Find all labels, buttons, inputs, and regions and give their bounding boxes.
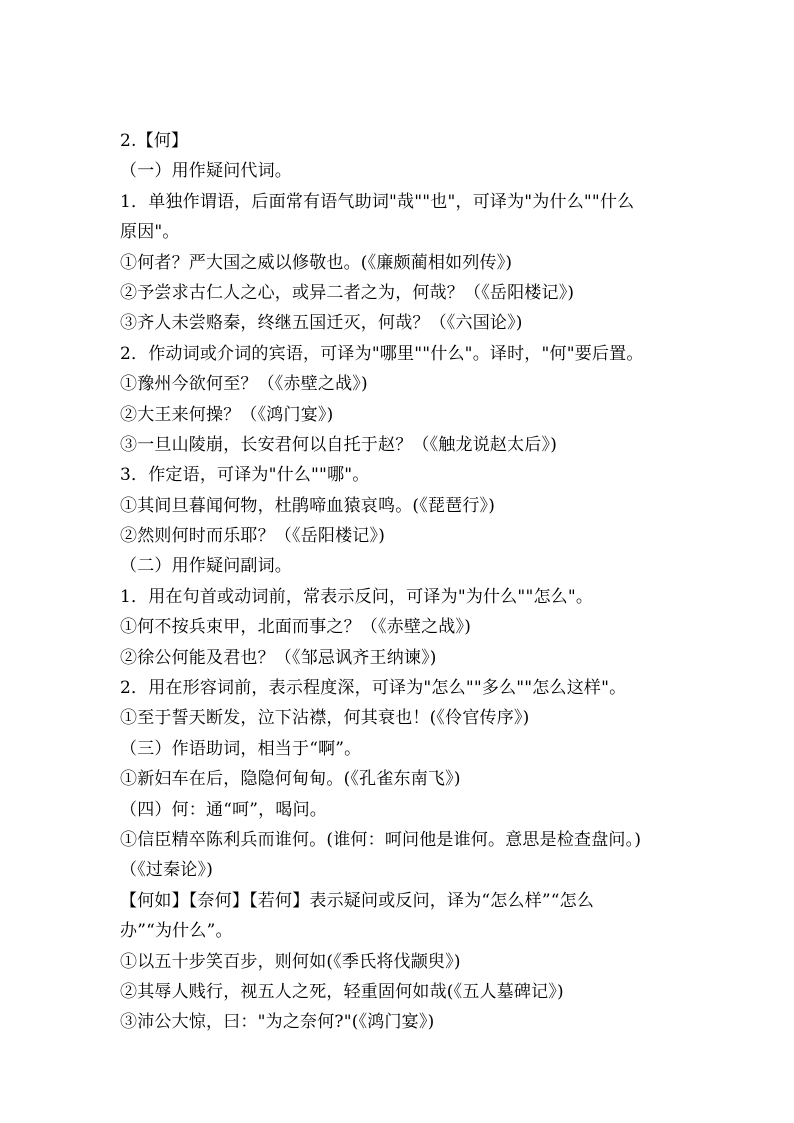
subheading-2: （二）用作疑问副词。 — [120, 556, 292, 577]
example-line: ③一旦山陵崩，长安君何以自托于赵？（《触龙说赵太后》) — [120, 434, 558, 455]
example-line: ①何者？严大国之威以修敬也。(《廉颇蔺相如列传》) — [120, 252, 513, 273]
example-line: ②予尝求古仁人之心，或异二者之为，何哉？（《岳阳楼记》) — [120, 282, 575, 303]
subheading-4: （四）何：通“呵”，喝问。 — [120, 799, 327, 820]
example-line: ②大王来何操？（《鸿门宴》) — [120, 404, 334, 425]
subheading-3: （三）作语助词，相当于“啊”。 — [120, 738, 362, 759]
example-line: ①以五十步笑百步，则何如(《季氏将伐颛臾》) — [120, 951, 461, 972]
document-body — [120, 126, 720, 1038]
subheading-1: （一）用作疑问代词。 — [120, 161, 292, 182]
example-line: ②其辱人贱行，视五人之死，轻重固何如哉(《五人墓碑记》) — [120, 981, 564, 1002]
text-line: 3．作定语，可译为"什么""哪"。 — [120, 465, 370, 486]
text-line: 2．用在形容词前，表示程度深，可译为"怎么""多么""怎么这样"。 — [120, 678, 627, 699]
text-line: 原因"。 — [120, 222, 180, 243]
example-source-line: （《过秦论》) — [120, 860, 214, 881]
text-line: 1．单独作谓语，后面常有语气助词"哉""也"，可译为"为什么""什么 — [120, 191, 635, 212]
text-line: 1．用在句首或动词前，常表示反问，可译为"为什么""怎么"。 — [120, 586, 594, 607]
example-line: ②徐公何能及君也？（《邹忌讽齐王纳谏》) — [120, 647, 437, 668]
example-line: ①豫州今欲何至？（《赤壁之战》) — [120, 374, 368, 395]
example-line: ①新妇车在后，隐隐何甸甸。(《孔雀东南飞》) — [120, 769, 461, 790]
example-line: ③沛公大惊，曰："为之奈何?"(《鸿门宴》) — [120, 1012, 435, 1033]
example-line: ①至于誓天断发，泣下沾襟，何其衰也！(《伶官传序》) — [120, 708, 530, 729]
example-line: ①何不按兵束甲，北面而事之？（《赤壁之战》) — [120, 617, 472, 638]
heading-he: 2.【何】 — [120, 131, 189, 151]
example-line: ①其间旦暮闻何物，杜鹃啼血猿哀鸣。(《琵琶行》) — [120, 495, 496, 516]
phrase-heading: 【何如】【奈何】【若何】表示疑问或反问，译为“怎么样”“怎么 — [120, 890, 595, 911]
example-line: ①信臣精卒陈利兵而谁何。(谁何：呵问他是谁何。意思是检查盘问。) — [120, 829, 642, 850]
text-line: 办”“为什么”。 — [120, 921, 233, 942]
text-line: 2．作动词或介词的宾语，可译为"哪里""什么"。译时，"何"要后置。 — [120, 343, 644, 364]
example-line: ③齐人未尝赂秦，终继五国迁灭，何哉？（《六国论》) — [120, 313, 523, 334]
example-line: ②然则何时而乐耶？（《岳阳楼记》) — [120, 526, 386, 547]
